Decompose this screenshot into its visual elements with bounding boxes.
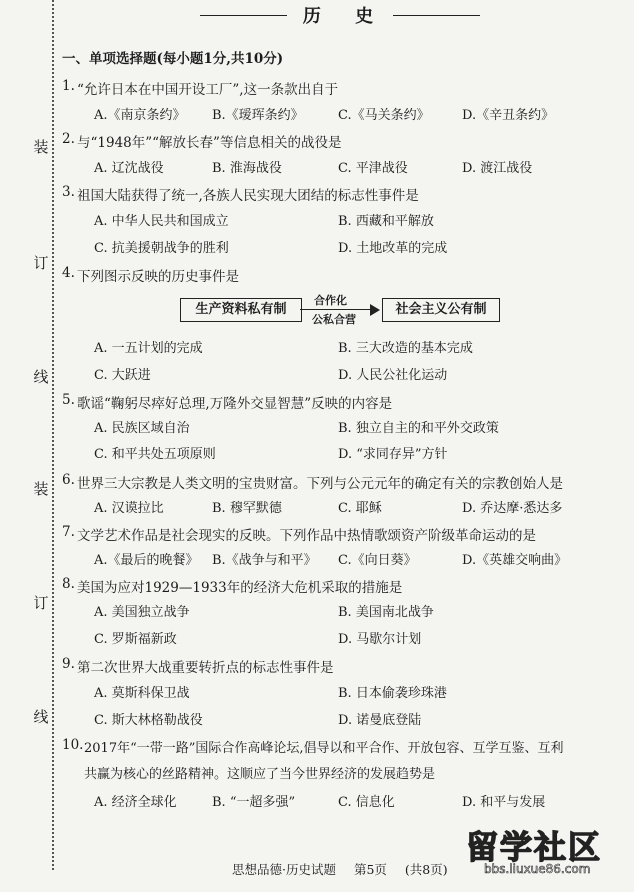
option-b: B. 淮海战役	[212, 161, 282, 176]
footer-page: 第5页	[353, 862, 387, 877]
binding-char-3: 线	[33, 368, 49, 386]
option-d: D. 马歇尔计划	[338, 632, 422, 647]
binding-char-1: 装	[33, 138, 49, 156]
option-a: A. 美国独立战争	[94, 605, 190, 620]
option-a: A.《南京条约》	[94, 108, 186, 123]
watermark-brand: 留学社区	[466, 828, 603, 866]
option-c: C. 大跃进	[94, 368, 151, 383]
question-stem-line2: 共赢为核心的丝路精神。这顺应了当今世界经济的发展趋势是	[84, 767, 436, 782]
option-c: C. 耶稣	[338, 501, 382, 516]
option-c: C. 斯大林格勒战役	[94, 713, 203, 728]
question-number: 6.	[62, 472, 75, 488]
option-a: A. 民族区域自治	[94, 421, 190, 436]
option-a: A. 经济全球化	[94, 795, 177, 810]
option-c: C. 和平共处五项原则	[94, 447, 216, 462]
q4-diagram	[180, 295, 500, 327]
option-c: C.《马关条约》	[338, 108, 430, 123]
footer-subject: 思想品德·历史试题	[232, 862, 336, 877]
option-c: C. 抗美援朝战争的胜利	[94, 241, 229, 256]
option-b: B. 日本偷袭珍珠港	[338, 686, 447, 701]
option-b: B.《瑷珲条约》	[212, 108, 304, 123]
option-d: D. 乔达摩·悉达多	[462, 501, 563, 516]
question-stem: 美国为应对1929—1933年的经济大危机采取的措施是	[77, 580, 403, 596]
question-number: 4.	[62, 265, 75, 281]
watermark-url: bbs.liuxue86.com	[484, 862, 591, 876]
question-stem: “允许日本在中国开设工厂”,这一条款出自于	[77, 82, 339, 98]
diagram-arrow-top-label: 合作化	[314, 294, 347, 307]
title-rule-left	[200, 15, 287, 16]
question-number: 7.	[62, 524, 75, 540]
option-b: B. 穆罕默德	[212, 501, 282, 516]
diagram-arrow-bottom-label: 公私合营	[312, 313, 356, 326]
section-heading: 一、单项选择题(每小题1分,共10分)	[62, 51, 284, 67]
question-stem: 世界三大宗教是人类文明的宝贵财富。下列与公元元年的确定有关的宗教创始人是	[77, 476, 563, 492]
binding-char-6: 线	[33, 708, 49, 726]
option-d: D. 人民公社化运动	[338, 368, 448, 383]
question-number: 8.	[62, 576, 75, 592]
option-a: A. 中华人民共和国成立	[94, 214, 229, 229]
binding-dotted-line	[52, 0, 54, 870]
question-stem: 第二次世界大战重要转折点的标志性事件是	[77, 660, 334, 676]
watermark-logo	[466, 822, 616, 880]
option-c: C. 罗斯福新政	[94, 632, 177, 647]
question-stem: 文学艺术作品是社会现实的反映。下列作品中热情歌颂资产阶级革命运动的是	[77, 528, 536, 544]
option-b: B. “一超多强”	[212, 795, 296, 810]
option-b: B.《战争与和平》	[212, 553, 317, 568]
question-stem: 下列图示反映的历史事件是	[77, 269, 239, 285]
question-stem: 歌谣“鞠躬尽瘁好总理,万隆外交显智慧”反映的内容是	[77, 396, 393, 412]
question-number: 10.	[62, 737, 84, 753]
option-a: A. 一五计划的完成	[94, 341, 203, 356]
option-c: C.《向日葵》	[338, 553, 417, 568]
option-d: D. 和平与发展	[462, 795, 546, 810]
option-d: D.《辛丑条约》	[462, 108, 555, 123]
binding-char-2: 订	[33, 254, 49, 272]
option-d: D. 诺曼底登陆	[338, 713, 422, 728]
title-text: 历 史	[302, 6, 388, 27]
page-footer	[232, 860, 462, 878]
diagram-left-box: 生产资料私有制	[180, 298, 302, 322]
question-number: 5.	[62, 392, 75, 408]
option-b: B. 美国南北战争	[338, 605, 434, 620]
option-b: B. 三大改造的基本完成	[338, 341, 473, 356]
diagram-arrow-line	[300, 309, 374, 310]
option-d: D. 渡江战役	[462, 161, 533, 176]
option-a: A. 汉谟拉比	[94, 501, 164, 516]
option-a: A. 辽沈战役	[94, 161, 164, 176]
binding-char-4: 装	[33, 480, 49, 498]
question-number: 2.	[62, 131, 75, 147]
diagram-right-box: 社会主义公有制	[382, 298, 500, 322]
option-d: D. 土地改革的完成	[338, 241, 448, 256]
option-d: D. “求同存异”方针	[338, 447, 448, 462]
question-stem: 祖国大陆获得了统一,各族人民实现大团结的标志性事件是	[77, 188, 419, 204]
question-number: 3.	[62, 184, 75, 200]
question-stem: 2017年“一带一路”国际合作高峰论坛,倡导以和平合作、开放包容、互学互鉴、互利	[84, 741, 564, 756]
option-d: D.《英雄交响曲》	[462, 553, 568, 568]
question-number: 9.	[62, 656, 75, 672]
option-c: C. 信息化	[338, 795, 395, 810]
option-b: B. 独立自主的和平外交政策	[338, 421, 499, 436]
option-a: A.《最后的晚餐》	[94, 553, 199, 568]
title-rule-right	[393, 15, 480, 16]
arrow-right-icon	[370, 304, 380, 316]
option-a: A. 莫斯科保卫战	[94, 686, 190, 701]
option-c: C. 平津战役	[338, 161, 408, 176]
footer-total: (共8页)	[404, 862, 448, 877]
option-b: B. 西藏和平解放	[338, 214, 434, 229]
question-stem: 与“1948年”“解放长春”等信息相关的战役是	[77, 135, 342, 151]
question-number: 1.	[62, 78, 75, 94]
page-title	[200, 4, 480, 26]
binding-char-5: 订	[33, 594, 49, 612]
